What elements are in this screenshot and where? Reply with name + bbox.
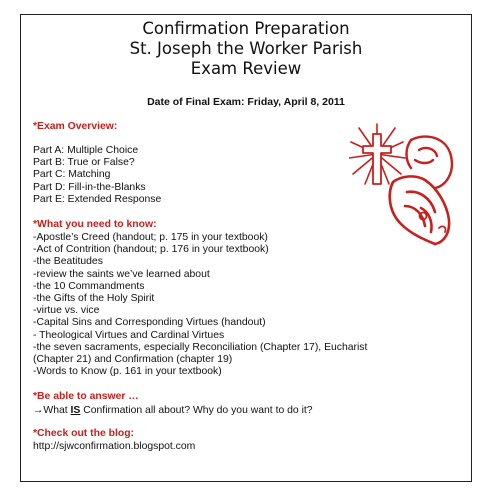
dove-icon [407, 137, 452, 188]
answer-question [33, 405, 313, 417]
question-text-before: What [43, 405, 71, 416]
blog-heading: *Check out the blog: [33, 428, 135, 439]
exam-date: Date of Final Exam: Friday, April 8, 2011 [147, 96, 345, 108]
title-line-2: St. Joseph the Worker Parish [129, 39, 363, 58]
need-to-know-heading: *What you need to know: [33, 219, 157, 230]
list-item: -the Beatitudes [33, 256, 103, 268]
list-item: -virtue vs. vice [33, 305, 100, 317]
list-item: -the 10 Commandments [33, 280, 145, 292]
confirmation-emblem-icon [349, 120, 461, 250]
list-item: -Capital Sins and Corresponding Virtues (handout) [33, 317, 266, 329]
title-line-1: Confirmation Preparation [142, 19, 350, 38]
list-item: Part C: Matching [33, 169, 111, 181]
overview-heading: *Exam Overview: [33, 121, 118, 132]
list-item: -Apostle’s Creed (handout; p. 175 in your textbook) [33, 232, 268, 243]
blog-link[interactable]: http://sjwconfirmation.blogspot.com [33, 441, 196, 452]
document-page [20, 14, 472, 482]
list-item: Part A: Multiple Choice [33, 145, 139, 156]
list-item: -Words to Know (p. 161 in your textbook) [33, 366, 222, 378]
list-item: (Chapter 21) and Confirmation (chapter 19) [33, 354, 233, 366]
list-item: -review the saints we’ve learned about [33, 268, 210, 280]
list-item: - Theological Virtues and Cardinal Virtues [33, 329, 225, 341]
list-item: -Act of Contrition (handout; p. 176 in your textbook) [33, 244, 269, 256]
arrow-right-icon: → [33, 405, 44, 416]
question-text-after: Confirmation all about? Why do you want to do it? [80, 405, 313, 416]
document-header [21, 19, 471, 79]
list-item: Part D: Fill-in-the-Blanks [33, 181, 146, 193]
need-to-know-list [33, 232, 367, 378]
list-item: Part E: Extended Response [33, 193, 162, 205]
title-line-3: Exam Review [190, 59, 302, 78]
question-emphasis: IS [70, 405, 81, 416]
overview-parts-list [33, 145, 161, 206]
list-item: Part B: True or False? [33, 157, 135, 169]
list-item: -the seven sacraments, especially Reconciliation (Chapter 17), Eucharist [33, 341, 368, 353]
list-item: -the Gifts of the Holy Spirit [33, 293, 155, 305]
answer-heading: *Be able to answer … [33, 391, 139, 402]
